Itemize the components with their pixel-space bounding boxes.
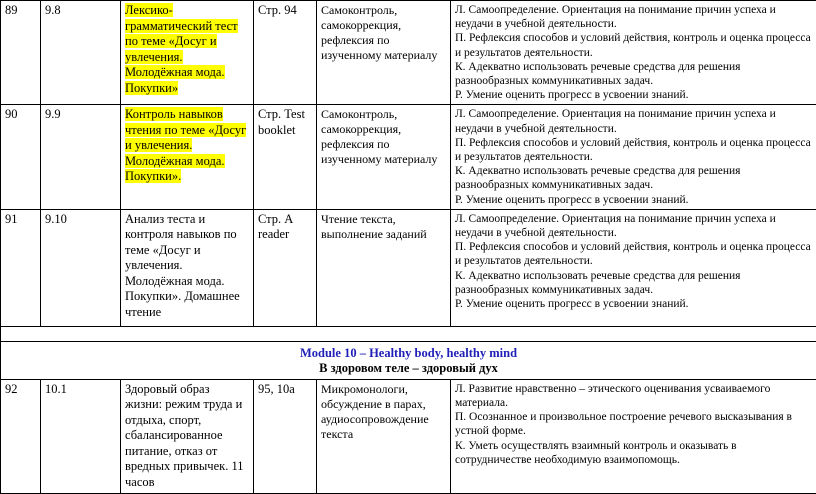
activity-type: Чтение текста, выполнение заданий <box>317 209 451 326</box>
competence-regulatory: Р. Умение оценить прогресс в усвоении знаний. <box>455 297 812 311</box>
competence-communicative: К. Адекватно использовать речевые средства для решения разнообразных коммуникативных задач. <box>455 164 812 192</box>
competences <box>451 209 816 326</box>
module-title: Module 10 – Healthy body, healthy mind <box>5 346 812 361</box>
row-number: 91 <box>1 209 41 326</box>
activity-type: Самоконтроль, самокоррекция, рефлексия по изученному материалу <box>317 1 451 105</box>
lesson-topic: Здоровый образ жизни: режим труда и отдыха, спорт, сбалансированное питание, отказ от вредных привычек. 11 часов <box>121 379 254 493</box>
lesson-number: 9.10 <box>41 209 121 326</box>
lesson-number: 10.1 <box>41 379 121 493</box>
table-row <box>1 105 816 209</box>
lesson-topic <box>121 1 254 105</box>
competence-communicative: К. Адекватно использовать речевые средства для решения разнообразных коммуникативных задач. <box>455 60 812 88</box>
row-number: 90 <box>1 105 41 209</box>
textbook-page: Стр. Test booklet <box>254 105 317 209</box>
module-header <box>1 341 816 379</box>
module-subtitle: В здоровом теле – здоровый дух <box>5 361 812 376</box>
competence-regulatory: Р. Умение оценить прогресс в усвоении знаний. <box>455 193 812 207</box>
gap-cell <box>1 326 816 341</box>
competence-cognitive: П. Рефлексия способов и условий действия, контроль и оценка процесса и результатов деятельности. <box>455 240 812 268</box>
competence-cognitive: П. Рефлексия способов и условий действия, контроль и оценка процесса и результатов деятельности. <box>455 31 812 59</box>
textbook-page: Стр. A reader <box>254 209 317 326</box>
table-gap <box>1 326 816 341</box>
lesson-topic: Анализ теста и контроля навыков по теме «Досуг и увлечения. Молодёжная мода. Покупки». Домашнее чтение <box>121 209 254 326</box>
textbook-page: 95, 10а <box>254 379 317 493</box>
competence-communicative: К. Уметь осуществлять взаимный контроль и оказывать в сотрудничестве необходимую взаимопомощь. <box>455 439 812 467</box>
table-row <box>1 209 816 326</box>
activity-type: Самоконтроль, самокоррекция, рефлексия по изученному материалу <box>317 105 451 209</box>
row-number: 92 <box>1 379 41 493</box>
module-header-row <box>1 341 816 379</box>
competences <box>451 379 816 493</box>
lesson-topic <box>121 105 254 209</box>
table-row <box>1 379 816 493</box>
competence-personal: Л. Самоопределение. Ориентация на понимание причин успеха и неудачи в учебной деятельности. <box>455 212 812 240</box>
table-row <box>1 1 816 105</box>
textbook-page: Стр. 94 <box>254 1 317 105</box>
competence-regulatory: Р. Умение оценить прогресс в усвоении знаний. <box>455 88 812 102</box>
highlighted-topic: Контроль навыков чтения по теме «Досуг и увлечения. Молодёжная мода. Покупки». <box>125 107 246 183</box>
competences <box>451 1 816 105</box>
competence-cognitive: П. Осознанное и произвольное построение речевого высказывания в устной форме. <box>455 410 812 438</box>
competence-personal: Л. Самоопределение. Ориентация на понимание причин успеха и неудачи в учебной деятельности. <box>455 107 812 135</box>
competences <box>451 105 816 209</box>
competence-personal: Л. Самоопределение. Ориентация на понимание причин успеха и неудачи в учебной деятельности. <box>455 3 812 31</box>
competence-communicative: К. Адекватно использовать речевые средства для решения разнообразных коммуникативных задач. <box>455 269 812 297</box>
competence-cognitive: П. Рефлексия способов и условий действия, контроль и оценка процесса и результатов деятельности. <box>455 136 812 164</box>
row-number: 89 <box>1 1 41 105</box>
lesson-number: 9.8 <box>41 1 121 105</box>
activity-type: Микромонологи, обсуждение в парах, аудиосопровождение текста <box>317 379 451 493</box>
highlighted-topic: Лексико-грамматический тест по теме «Досуг и увлечения. Молодёжная мода. Покупки» <box>125 3 238 95</box>
competence-personal: Л. Развитие нравственно – этического оценивания усваиваемого материала. <box>455 382 812 410</box>
lesson-number: 9.9 <box>41 105 121 209</box>
